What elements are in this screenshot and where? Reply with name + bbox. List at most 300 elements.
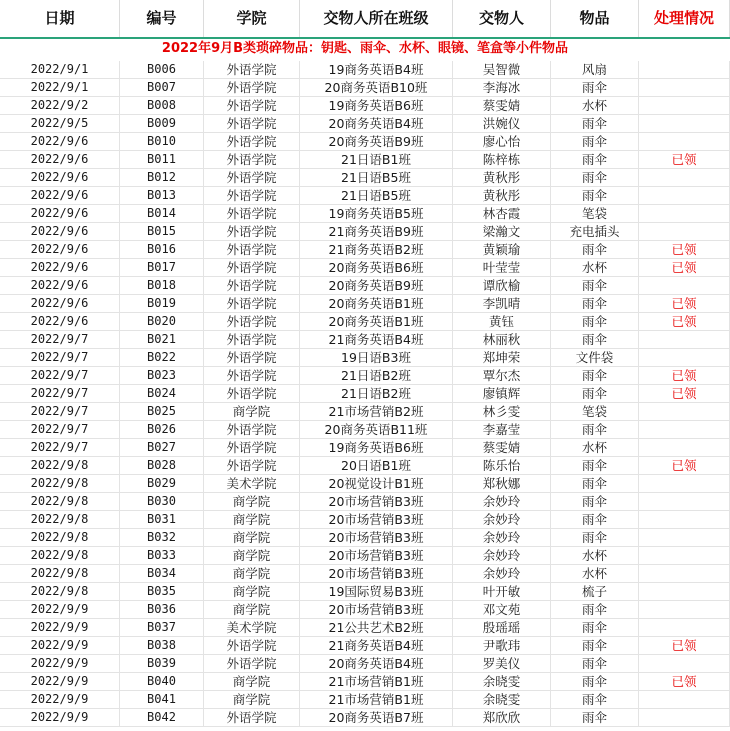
submitter-cell[interactable]: 谭欣榆 <box>453 277 551 294</box>
class-cell[interactable]: 19商务英语B4班 <box>300 61 453 78</box>
submitter-cell[interactable]: 黄颖瑜 <box>453 241 551 258</box>
status-cell[interactable] <box>639 565 730 582</box>
college-cell[interactable]: 外语学院 <box>204 97 300 114</box>
college-cell[interactable]: 外语学院 <box>204 421 300 438</box>
status-cell[interactable] <box>639 403 730 420</box>
table-row <box>0 547 730 565</box>
id-cell[interactable]: B007 <box>120 79 204 96</box>
table-row <box>0 655 730 673</box>
college-cell[interactable]: 外语学院 <box>204 205 300 222</box>
class-cell[interactable]: 21市场营销B1班 <box>300 673 453 690</box>
table-row <box>0 295 730 313</box>
status-cell[interactable]: 已领 <box>639 367 730 384</box>
id-cell[interactable]: B011 <box>120 151 204 168</box>
item-cell[interactable]: 雨伞 <box>551 79 639 96</box>
college-cell[interactable]: 外语学院 <box>204 295 300 312</box>
table-row <box>0 259 730 277</box>
college-cell[interactable]: 商学院 <box>204 673 300 690</box>
date-cell[interactable]: 2022/9/6 <box>0 169 120 186</box>
item-cell[interactable]: 雨伞 <box>551 133 639 150</box>
item-cell[interactable]: 雨伞 <box>551 457 639 474</box>
class-cell[interactable]: 19商务英语B6班 <box>300 439 453 456</box>
status-cell[interactable] <box>639 187 730 204</box>
header-status[interactable]: 处理情况 <box>639 0 730 37</box>
college-cell[interactable]: 外语学院 <box>204 151 300 168</box>
college-cell[interactable]: 商学院 <box>204 565 300 582</box>
college-cell[interactable]: 外语学院 <box>204 133 300 150</box>
submitter-cell[interactable]: 李凯晴 <box>453 295 551 312</box>
id-cell[interactable]: B039 <box>120 655 204 672</box>
id-cell[interactable]: B010 <box>120 133 204 150</box>
date-cell[interactable]: 2022/9/9 <box>0 601 120 618</box>
date-cell[interactable]: 2022/9/5 <box>0 115 120 132</box>
college-cell[interactable]: 外语学院 <box>204 79 300 96</box>
submitter-cell[interactable]: 余晓雯 <box>453 673 551 690</box>
item-cell[interactable]: 风扇 <box>551 61 639 78</box>
date-cell[interactable]: 2022/9/7 <box>0 385 120 402</box>
header-submitter[interactable]: 交物人 <box>453 0 551 37</box>
header-date[interactable]: 日期 <box>0 0 120 37</box>
id-cell[interactable]: B037 <box>120 619 204 636</box>
id-cell[interactable]: B023 <box>120 367 204 384</box>
college-cell[interactable]: 美术学院 <box>204 619 300 636</box>
date-cell[interactable]: 2022/9/6 <box>0 295 120 312</box>
date-cell[interactable]: 2022/9/7 <box>0 349 120 366</box>
submitter-cell[interactable]: 余妙玲 <box>453 547 551 564</box>
date-cell[interactable]: 2022/9/7 <box>0 403 120 420</box>
id-cell[interactable]: B008 <box>120 97 204 114</box>
table-row <box>0 673 730 691</box>
class-cell[interactable]: 20商务英语B11班 <box>300 421 453 438</box>
date-cell[interactable]: 2022/9/7 <box>0 367 120 384</box>
submitter-cell[interactable]: 蔡雯婧 <box>453 97 551 114</box>
status-cell[interactable] <box>639 115 730 132</box>
item-cell[interactable]: 雨伞 <box>551 421 639 438</box>
status-cell[interactable]: 已领 <box>639 637 730 654</box>
table-row <box>0 475 730 493</box>
class-cell[interactable]: 21商务英语B4班 <box>300 331 453 348</box>
class-cell[interactable]: 19商务英语B6班 <box>300 97 453 114</box>
class-cell[interactable]: 20市场营销B3班 <box>300 493 453 510</box>
submitter-cell[interactable]: 林丽秋 <box>453 331 551 348</box>
table-row <box>0 583 730 601</box>
id-cell[interactable]: B035 <box>120 583 204 600</box>
table-row <box>0 637 730 655</box>
item-cell[interactable]: 水杯 <box>551 97 639 114</box>
college-cell[interactable]: 外语学院 <box>204 367 300 384</box>
id-cell[interactable]: B013 <box>120 187 204 204</box>
header-id[interactable]: 编号 <box>120 0 204 37</box>
class-cell[interactable]: 21商务英语B2班 <box>300 241 453 258</box>
table-row <box>0 277 730 295</box>
item-cell[interactable]: 雨伞 <box>551 295 639 312</box>
date-cell[interactable]: 2022/9/6 <box>0 151 120 168</box>
table-row <box>0 403 730 421</box>
submitter-cell[interactable]: 李嘉莹 <box>453 421 551 438</box>
college-cell[interactable]: 外语学院 <box>204 61 300 78</box>
table-row <box>0 97 730 115</box>
id-cell[interactable]: B026 <box>120 421 204 438</box>
submitter-cell[interactable]: 余妙玲 <box>453 493 551 510</box>
submitter-cell[interactable]: 梁瀚文 <box>453 223 551 240</box>
item-cell[interactable]: 雨伞 <box>551 151 639 168</box>
item-cell[interactable]: 水杯 <box>551 259 639 276</box>
table-row <box>0 511 730 529</box>
status-cell[interactable] <box>639 277 730 294</box>
submitter-cell[interactable]: 叶莹莹 <box>453 259 551 276</box>
id-cell[interactable]: B022 <box>120 349 204 366</box>
class-cell[interactable]: 21日语B5班 <box>300 169 453 186</box>
id-cell[interactable]: B030 <box>120 493 204 510</box>
college-cell[interactable]: 商学院 <box>204 691 300 708</box>
date-cell[interactable]: 2022/9/6 <box>0 205 120 222</box>
id-cell[interactable]: B033 <box>120 547 204 564</box>
table-row <box>0 691 730 709</box>
table-row <box>0 241 730 259</box>
status-cell[interactable] <box>639 583 730 600</box>
class-cell[interactable]: 20市场营销B3班 <box>300 565 453 582</box>
id-cell[interactable]: B016 <box>120 241 204 258</box>
table-row <box>0 385 730 403</box>
date-cell[interactable]: 2022/9/9 <box>0 637 120 654</box>
item-cell[interactable]: 梳子 <box>551 583 639 600</box>
college-cell[interactable]: 外语学院 <box>204 439 300 456</box>
class-cell[interactable]: 20市场营销B3班 <box>300 529 453 546</box>
college-cell[interactable]: 外语学院 <box>204 187 300 204</box>
class-cell[interactable]: 20商务英语B9班 <box>300 277 453 294</box>
table-row <box>0 619 730 637</box>
id-cell[interactable]: B036 <box>120 601 204 618</box>
item-cell[interactable]: 雨伞 <box>551 385 639 402</box>
college-cell[interactable]: 商学院 <box>204 529 300 546</box>
item-cell[interactable]: 雨伞 <box>551 673 639 690</box>
table-row <box>0 313 730 331</box>
date-cell[interactable]: 2022/9/7 <box>0 421 120 438</box>
item-cell[interactable]: 雨伞 <box>551 277 639 294</box>
status-cell[interactable] <box>639 79 730 96</box>
header-item[interactable]: 物品 <box>551 0 639 37</box>
status-cell[interactable] <box>639 169 730 186</box>
table-row <box>0 421 730 439</box>
table-row <box>0 151 730 169</box>
submitter-cell[interactable]: 尹歌玮 <box>453 637 551 654</box>
date-cell[interactable]: 2022/9/8 <box>0 547 120 564</box>
class-cell[interactable]: 21日语B2班 <box>300 367 453 384</box>
class-cell[interactable]: 20视觉设计B1班 <box>300 475 453 492</box>
table-row <box>0 349 730 367</box>
class-cell[interactable]: 19商务英语B5班 <box>300 205 453 222</box>
date-cell[interactable]: 2022/9/8 <box>0 511 120 528</box>
submitter-cell[interactable]: 吴智微 <box>453 61 551 78</box>
status-cell[interactable] <box>639 439 730 456</box>
id-cell[interactable]: B015 <box>120 223 204 240</box>
college-cell[interactable]: 外语学院 <box>204 313 300 330</box>
college-cell[interactable]: 外语学院 <box>204 349 300 366</box>
item-cell[interactable]: 水杯 <box>551 547 639 564</box>
class-cell[interactable]: 20日语B1班 <box>300 457 453 474</box>
submitter-cell[interactable]: 郑秋娜 <box>453 475 551 492</box>
item-cell[interactable]: 雨伞 <box>551 115 639 132</box>
id-cell[interactable]: B018 <box>120 277 204 294</box>
id-cell[interactable]: B019 <box>120 295 204 312</box>
class-cell[interactable]: 20商务英语B7班 <box>300 709 453 726</box>
status-cell[interactable] <box>639 691 730 708</box>
class-cell[interactable]: 20商务英语B1班 <box>300 295 453 312</box>
item-cell[interactable]: 雨伞 <box>551 691 639 708</box>
college-cell[interactable]: 商学院 <box>204 511 300 528</box>
date-cell[interactable]: 2022/9/1 <box>0 61 120 78</box>
class-cell[interactable]: 21市场营销B1班 <box>300 691 453 708</box>
date-cell[interactable]: 2022/9/9 <box>0 673 120 690</box>
college-cell[interactable]: 外语学院 <box>204 709 300 726</box>
item-cell[interactable]: 雨伞 <box>551 241 639 258</box>
college-cell[interactable]: 外语学院 <box>204 457 300 474</box>
status-cell[interactable]: 已领 <box>639 151 730 168</box>
table-row <box>0 601 730 619</box>
id-cell[interactable]: B029 <box>120 475 204 492</box>
status-cell[interactable] <box>639 475 730 492</box>
status-cell[interactable] <box>639 421 730 438</box>
class-cell[interactable]: 21日语B1班 <box>300 151 453 168</box>
status-cell[interactable] <box>639 709 730 726</box>
class-cell[interactable]: 20市场营销B3班 <box>300 511 453 528</box>
id-cell[interactable]: B020 <box>120 313 204 330</box>
category-note[interactable]: 2022年9月B类琐碎物品：钥匙、雨伞、水杯、眼镜、笔盒等小件物品 <box>161 41 569 56</box>
date-cell[interactable]: 2022/9/9 <box>0 655 120 672</box>
status-cell[interactable] <box>639 547 730 564</box>
college-cell[interactable]: 美术学院 <box>204 475 300 492</box>
item-cell[interactable]: 雨伞 <box>551 187 639 204</box>
status-cell[interactable] <box>639 97 730 114</box>
item-cell[interactable]: 笔袋 <box>551 205 639 222</box>
date-cell[interactable]: 2022/9/6 <box>0 133 120 150</box>
header-class[interactable]: 交物人所在班级 <box>300 0 453 37</box>
id-cell[interactable]: B034 <box>120 565 204 582</box>
college-cell[interactable]: 外语学院 <box>204 115 300 132</box>
college-cell[interactable]: 商学院 <box>204 601 300 618</box>
item-cell[interactable]: 文件袋 <box>551 349 639 366</box>
item-cell[interactable]: 雨伞 <box>551 655 639 672</box>
date-cell[interactable]: 2022/9/7 <box>0 439 120 456</box>
id-cell[interactable]: B014 <box>120 205 204 222</box>
id-cell[interactable]: B040 <box>120 673 204 690</box>
date-cell[interactable]: 2022/9/6 <box>0 313 120 330</box>
college-cell[interactable]: 商学院 <box>204 493 300 510</box>
submitter-cell[interactable]: 陈乐怡 <box>453 457 551 474</box>
id-cell[interactable]: B021 <box>120 331 204 348</box>
date-cell[interactable]: 2022/9/9 <box>0 619 120 636</box>
submitter-cell[interactable]: 余妙玲 <box>453 529 551 546</box>
submitter-cell[interactable]: 陈梓栋 <box>453 151 551 168</box>
table-row <box>0 133 730 151</box>
class-cell[interactable]: 20商务英语B4班 <box>300 655 453 672</box>
item-cell[interactable]: 充电插头 <box>551 223 639 240</box>
item-cell[interactable]: 雨伞 <box>551 475 639 492</box>
submitter-cell[interactable]: 黄秋彤 <box>453 169 551 186</box>
header-row <box>0 0 730 37</box>
status-cell[interactable]: 已领 <box>639 457 730 474</box>
status-cell[interactable] <box>639 529 730 546</box>
item-cell[interactable]: 雨伞 <box>551 511 639 528</box>
status-cell[interactable] <box>639 493 730 510</box>
item-cell[interactable]: 雨伞 <box>551 313 639 330</box>
submitter-cell[interactable]: 李海冰 <box>453 79 551 96</box>
college-cell[interactable]: 外语学院 <box>204 385 300 402</box>
class-cell[interactable]: 21商务英语B9班 <box>300 223 453 240</box>
submitter-cell[interactable]: 蔡雯婧 <box>453 439 551 456</box>
item-cell[interactable]: 雨伞 <box>551 619 639 636</box>
class-cell[interactable]: 21日语B5班 <box>300 187 453 204</box>
status-cell[interactable]: 已领 <box>639 295 730 312</box>
id-cell[interactable]: B024 <box>120 385 204 402</box>
class-cell[interactable]: 20市场营销B3班 <box>300 547 453 564</box>
id-cell[interactable]: B012 <box>120 169 204 186</box>
status-cell[interactable] <box>639 511 730 528</box>
class-cell[interactable]: 21市场营销B2班 <box>300 403 453 420</box>
item-cell[interactable]: 雨伞 <box>551 367 639 384</box>
status-cell[interactable]: 已领 <box>639 241 730 258</box>
college-cell[interactable]: 商学院 <box>204 403 300 420</box>
table-row <box>0 529 730 547</box>
class-cell[interactable]: 20市场营销B3班 <box>300 601 453 618</box>
status-cell[interactable] <box>639 133 730 150</box>
date-cell[interactable]: 2022/9/8 <box>0 493 120 510</box>
date-cell[interactable]: 2022/9/9 <box>0 709 120 726</box>
item-cell[interactable]: 水杯 <box>551 565 639 582</box>
submitter-cell[interactable]: 覃尔杰 <box>453 367 551 384</box>
status-cell[interactable] <box>639 223 730 240</box>
id-cell[interactable]: B017 <box>120 259 204 276</box>
status-cell[interactable] <box>639 349 730 366</box>
status-cell[interactable] <box>639 205 730 222</box>
status-cell[interactable] <box>639 619 730 636</box>
date-cell[interactable]: 2022/9/6 <box>0 223 120 240</box>
id-cell[interactable]: B032 <box>120 529 204 546</box>
item-cell[interactable]: 水杯 <box>551 439 639 456</box>
submitter-cell[interactable]: 林杏霞 <box>453 205 551 222</box>
header-college[interactable]: 学院 <box>204 0 300 37</box>
class-cell[interactable]: 19国际贸易B3班 <box>300 583 453 600</box>
table-row <box>0 709 730 727</box>
id-cell[interactable]: B038 <box>120 637 204 654</box>
item-cell[interactable]: 雨伞 <box>551 169 639 186</box>
table-row <box>0 61 730 79</box>
submitter-cell[interactable]: 郑欣欣 <box>453 709 551 726</box>
id-cell[interactable]: B009 <box>120 115 204 132</box>
college-cell[interactable]: 外语学院 <box>204 223 300 240</box>
college-cell[interactable]: 外语学院 <box>204 259 300 276</box>
id-cell[interactable]: B006 <box>120 61 204 78</box>
submitter-cell[interactable]: 殷瑶瑶 <box>453 619 551 636</box>
item-cell[interactable]: 雨伞 <box>551 529 639 546</box>
submitter-cell[interactable]: 余妙玲 <box>453 565 551 582</box>
id-cell[interactable]: B028 <box>120 457 204 474</box>
submitter-cell[interactable]: 黄钰 <box>453 313 551 330</box>
class-cell[interactable]: 21商务英语B4班 <box>300 637 453 654</box>
class-cell[interactable]: 20商务英语B10班 <box>300 79 453 96</box>
table-row <box>0 223 730 241</box>
item-cell[interactable]: 雨伞 <box>551 637 639 654</box>
status-cell[interactable]: 已领 <box>639 385 730 402</box>
class-cell[interactable]: 20商务英语B1班 <box>300 313 453 330</box>
date-cell[interactable]: 2022/9/6 <box>0 259 120 276</box>
submitter-cell[interactable]: 廖心怡 <box>453 133 551 150</box>
submitter-cell[interactable]: 叶开敏 <box>453 583 551 600</box>
submitter-cell[interactable]: 罗美仪 <box>453 655 551 672</box>
submitter-cell[interactable]: 廖镇辉 <box>453 385 551 402</box>
table-body <box>0 61 730 727</box>
submitter-cell[interactable]: 郑坤荣 <box>453 349 551 366</box>
status-cell[interactable]: 已领 <box>639 313 730 330</box>
date-cell[interactable]: 2022/9/9 <box>0 691 120 708</box>
id-cell[interactable]: B025 <box>120 403 204 420</box>
college-cell[interactable]: 商学院 <box>204 583 300 600</box>
submitter-cell[interactable]: 邓文苑 <box>453 601 551 618</box>
status-cell[interactable] <box>639 61 730 78</box>
date-cell[interactable]: 2022/9/8 <box>0 529 120 546</box>
date-cell[interactable]: 2022/9/1 <box>0 79 120 96</box>
college-cell[interactable]: 外语学院 <box>204 169 300 186</box>
date-cell[interactable]: 2022/9/6 <box>0 241 120 258</box>
item-cell[interactable]: 雨伞 <box>551 709 639 726</box>
item-cell[interactable]: 雨伞 <box>551 493 639 510</box>
id-cell[interactable]: B042 <box>120 709 204 726</box>
class-cell[interactable]: 21日语B2班 <box>300 385 453 402</box>
status-cell[interactable]: 已领 <box>639 673 730 690</box>
class-cell[interactable]: 20商务英语B6班 <box>300 259 453 276</box>
table-row <box>0 331 730 349</box>
table-row <box>0 169 730 187</box>
id-cell[interactable]: B041 <box>120 691 204 708</box>
college-cell[interactable]: 外语学院 <box>204 241 300 258</box>
college-cell[interactable]: 外语学院 <box>204 331 300 348</box>
item-cell[interactable]: 雨伞 <box>551 601 639 618</box>
submitter-cell[interactable]: 林彡雯 <box>453 403 551 420</box>
college-cell[interactable]: 外语学院 <box>204 637 300 654</box>
submitter-cell[interactable]: 洪婉仪 <box>453 115 551 132</box>
class-cell[interactable]: 20商务英语B9班 <box>300 133 453 150</box>
college-cell[interactable]: 外语学院 <box>204 277 300 294</box>
submitter-cell[interactable]: 余妙玲 <box>453 511 551 528</box>
date-cell[interactable]: 2022/9/7 <box>0 331 120 348</box>
status-cell[interactable] <box>639 331 730 348</box>
college-cell[interactable]: 外语学院 <box>204 655 300 672</box>
status-cell[interactable] <box>639 601 730 618</box>
status-cell[interactable]: 已领 <box>639 259 730 276</box>
date-cell[interactable]: 2022/9/8 <box>0 583 120 600</box>
table-row <box>0 367 730 385</box>
college-cell[interactable]: 商学院 <box>204 547 300 564</box>
table-row <box>0 457 730 475</box>
class-cell[interactable]: 20商务英语B4班 <box>300 115 453 132</box>
submitter-cell[interactable]: 余晓雯 <box>453 691 551 708</box>
date-cell[interactable]: 2022/9/2 <box>0 97 120 114</box>
status-cell[interactable] <box>639 655 730 672</box>
table-row <box>0 493 730 511</box>
id-cell[interactable]: B031 <box>120 511 204 528</box>
date-cell[interactable]: 2022/9/8 <box>0 475 120 492</box>
class-cell[interactable]: 19日语B3班 <box>300 349 453 366</box>
date-cell[interactable]: 2022/9/6 <box>0 277 120 294</box>
item-cell[interactable]: 笔袋 <box>551 403 639 420</box>
submitter-cell[interactable]: 黄秋彤 <box>453 187 551 204</box>
date-cell[interactable]: 2022/9/6 <box>0 187 120 204</box>
item-cell[interactable]: 雨伞 <box>551 331 639 348</box>
date-cell[interactable]: 2022/9/8 <box>0 565 120 582</box>
id-cell[interactable]: B027 <box>120 439 204 456</box>
date-cell[interactable]: 2022/9/8 <box>0 457 120 474</box>
class-cell[interactable]: 21公共艺术B2班 <box>300 619 453 636</box>
